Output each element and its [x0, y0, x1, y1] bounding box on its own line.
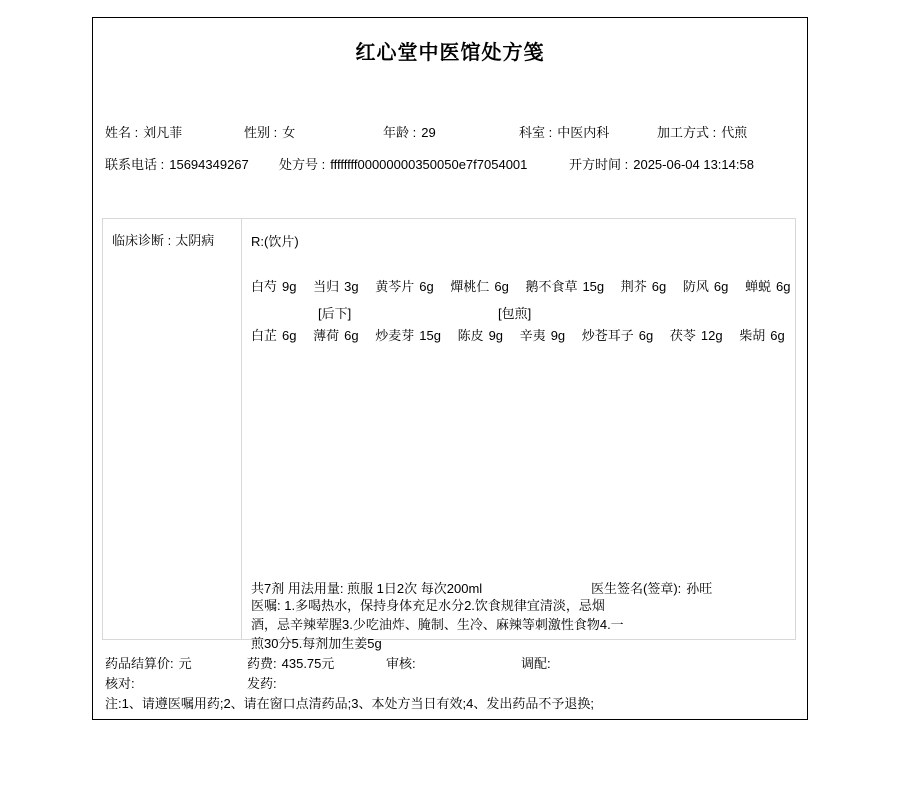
clinical-diagnosis [103, 219, 242, 639]
herb-item: 白芷 6g [251, 328, 297, 343]
dispense-field [247, 673, 282, 692]
phone-value: 15694349267 [169, 157, 249, 172]
patient-age-field [383, 122, 436, 141]
herb-item: 炒麦芽 15g [375, 328, 441, 343]
check-label: 核对: [105, 676, 135, 691]
herb-item: 荆芥 6g [620, 279, 667, 294]
patient-name-field [105, 122, 182, 141]
patient-department-field [519, 122, 609, 141]
doctor-signature [591, 578, 712, 597]
fee-field [247, 653, 334, 672]
medical-advice-line: 酒，忌辛辣荤腥3.少吃油炸、腌制、生冷、麻辣等刺激性食物4.一 [251, 617, 624, 632]
rx-header: R:(饮片) [251, 234, 299, 249]
diagnosis-value: 太阴病 [175, 233, 215, 248]
prepare-label: 调配: [521, 656, 551, 671]
herb-item: 蝉蜕 6g [745, 279, 791, 294]
patient-age-value: 29 [421, 125, 436, 140]
doctor-signature-label: 医生签名(签章): [591, 581, 682, 596]
herb-item: 辛夷 9g [519, 328, 566, 343]
medical-advice-line: 煎30分5.每剂加生姜5g [251, 636, 382, 651]
prepare-field [521, 653, 556, 672]
herb-item: 当归 3g [313, 279, 359, 294]
medical-advice-line: 医嘱: 1.多喝热水，保持身体充足水分2.饮食规律宜清淡，忌烟 [251, 598, 605, 613]
rx-content [242, 219, 795, 651]
doctor-signature-name: 孙旺 [686, 581, 713, 596]
rx-number-field [279, 154, 527, 173]
issue-time-field [569, 154, 754, 173]
herb-line-1 [251, 276, 803, 295]
patient-name-value: 刘凡菲 [143, 125, 183, 140]
prescription-sheet [92, 17, 808, 720]
diagnosis-label: 临床诊断 : [112, 233, 172, 248]
fee-label: 药费: [247, 656, 277, 671]
herb-item: 陈皮 9g [457, 328, 504, 343]
herb-item: 鹅不食草 15g [525, 279, 605, 294]
review-label: 审核: [386, 656, 416, 671]
settlement-price-value: 元 [178, 656, 192, 671]
issue-time-value: 2025-06-04 13:14:58 [633, 157, 754, 172]
herb-item: 燀桃仁 6g [450, 279, 509, 294]
patient-gender-field [244, 122, 295, 141]
rx-number-value: ffffffff00000000350050e7f7054001 [330, 157, 528, 172]
herb-item: 柴胡 6g [739, 328, 785, 343]
herb-item: 白芍 9g [251, 279, 297, 294]
patient-age-label: 年龄 : [383, 125, 417, 140]
herb-item: 防风 6g [682, 279, 729, 294]
herb-item: 薄荷 6g [313, 328, 359, 343]
review-field [386, 653, 421, 672]
processing-method-field [657, 122, 747, 141]
settlement-price-field [105, 653, 192, 672]
fee-value: 435.75元 [281, 656, 335, 671]
patient-name-label: 姓名 : [105, 125, 139, 140]
dispense-label: 发药: [247, 676, 277, 691]
footer-note: 注:1、请遵医嘱用药;2、请在窗口点清药品;3、本处方当日有效;4、发出药品不予退换; [105, 696, 594, 711]
patient-gender-value: 女 [282, 125, 296, 140]
herb-item: 茯苓 12g [669, 328, 723, 343]
rx-number-label: 处方号 : [279, 157, 326, 172]
phone-field [105, 154, 249, 173]
issue-time-label: 开方时间 : [569, 157, 629, 172]
usage-line: 共7剂 用法用量: 煎服 1日2次 每次200ml [251, 581, 483, 596]
herb-note-houxia: [后下] [318, 306, 352, 321]
herb-note-baojian: [包煎] [498, 306, 532, 321]
processing-method-value: 代煎 [721, 125, 748, 140]
patient-gender-label: 性别 : [244, 125, 278, 140]
medical-advice [251, 596, 624, 653]
check-field [105, 673, 140, 692]
page-title: 红心堂中医馆处方笺 [355, 42, 545, 64]
settlement-price-label: 药品结算价: [105, 656, 174, 671]
prescription-body [102, 218, 796, 651]
herb-item: 炒苍耳子 6g [581, 328, 654, 343]
herb-line-2 [251, 325, 798, 344]
herb-item: 黄芩片 6g [375, 279, 434, 294]
patient-department-value: 中医内科 [557, 125, 610, 140]
phone-label: 联系电话 : [105, 157, 165, 172]
patient-department-label: 科室 : [519, 125, 553, 140]
processing-method-label: 加工方式 : [657, 125, 717, 140]
